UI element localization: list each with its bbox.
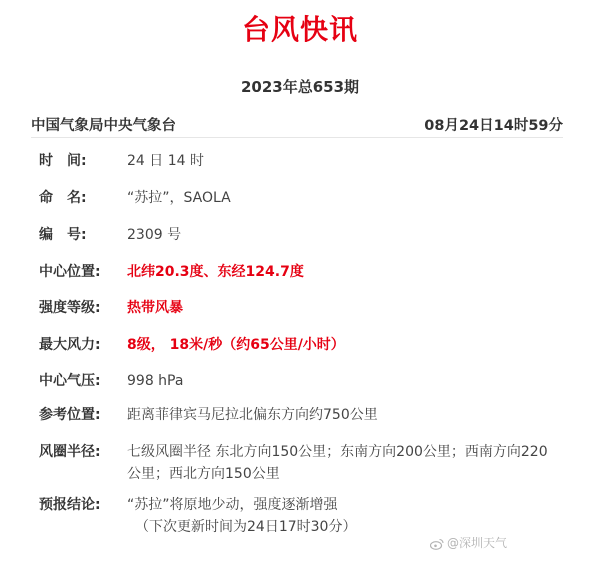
field-value: 2309 号	[127, 227, 182, 243]
bulletin-header	[31, 114, 563, 136]
bulletin-title: 台风快讯	[241, 13, 358, 46]
issuing-agency: 中国气象局中央气象台	[31, 118, 176, 134]
field-label: 参考位置:	[39, 407, 101, 423]
issue-number: 2023年总653期	[240, 78, 360, 96]
field-value-line: 七级风圈半径 东北方向150公里；东南方向200公里；西南方向220	[127, 444, 548, 460]
field-value	[127, 494, 567, 538]
field-value-line: 公里；西北方向150公里	[127, 466, 280, 482]
field-label: 最大风力:	[39, 337, 101, 353]
field-value: 998 hPa	[127, 373, 184, 389]
field-value: “苏拉”，SAOLA	[127, 190, 231, 206]
field-label: 命 名:	[39, 190, 87, 206]
weibo-icon	[430, 538, 444, 550]
field-label: 强度等级:	[39, 300, 101, 316]
field-label: 风圈半径:	[39, 444, 101, 460]
field-value: 8级， 18米/秒（约65公里/小时）	[127, 337, 345, 353]
watermark-text: @深圳天气	[447, 536, 508, 550]
field-value	[127, 441, 567, 485]
field-label: 中心气压:	[39, 373, 101, 389]
watermark	[430, 534, 507, 554]
field-label: 中心位置:	[39, 264, 101, 280]
field-value-line: “苏拉”将原地少动，强度逐渐增强	[127, 497, 338, 513]
field-value: 距离菲律宾马尼拉北偏东方向约750公里	[127, 407, 378, 423]
field-value-line: （下次更新时间为24日17时30分）	[135, 519, 357, 535]
field-label: 预报结论:	[39, 497, 101, 513]
field-label: 编 号:	[39, 227, 87, 243]
field-label: 时 间:	[39, 153, 87, 169]
field-value: 热带风暴	[127, 300, 183, 316]
issue-datetime: 08月24日14时59分	[424, 118, 563, 134]
header-divider	[31, 137, 563, 138]
field-value: 24 日 14 时	[127, 153, 204, 169]
field-value: 北纬20.3度、东经124.7度	[127, 264, 304, 280]
